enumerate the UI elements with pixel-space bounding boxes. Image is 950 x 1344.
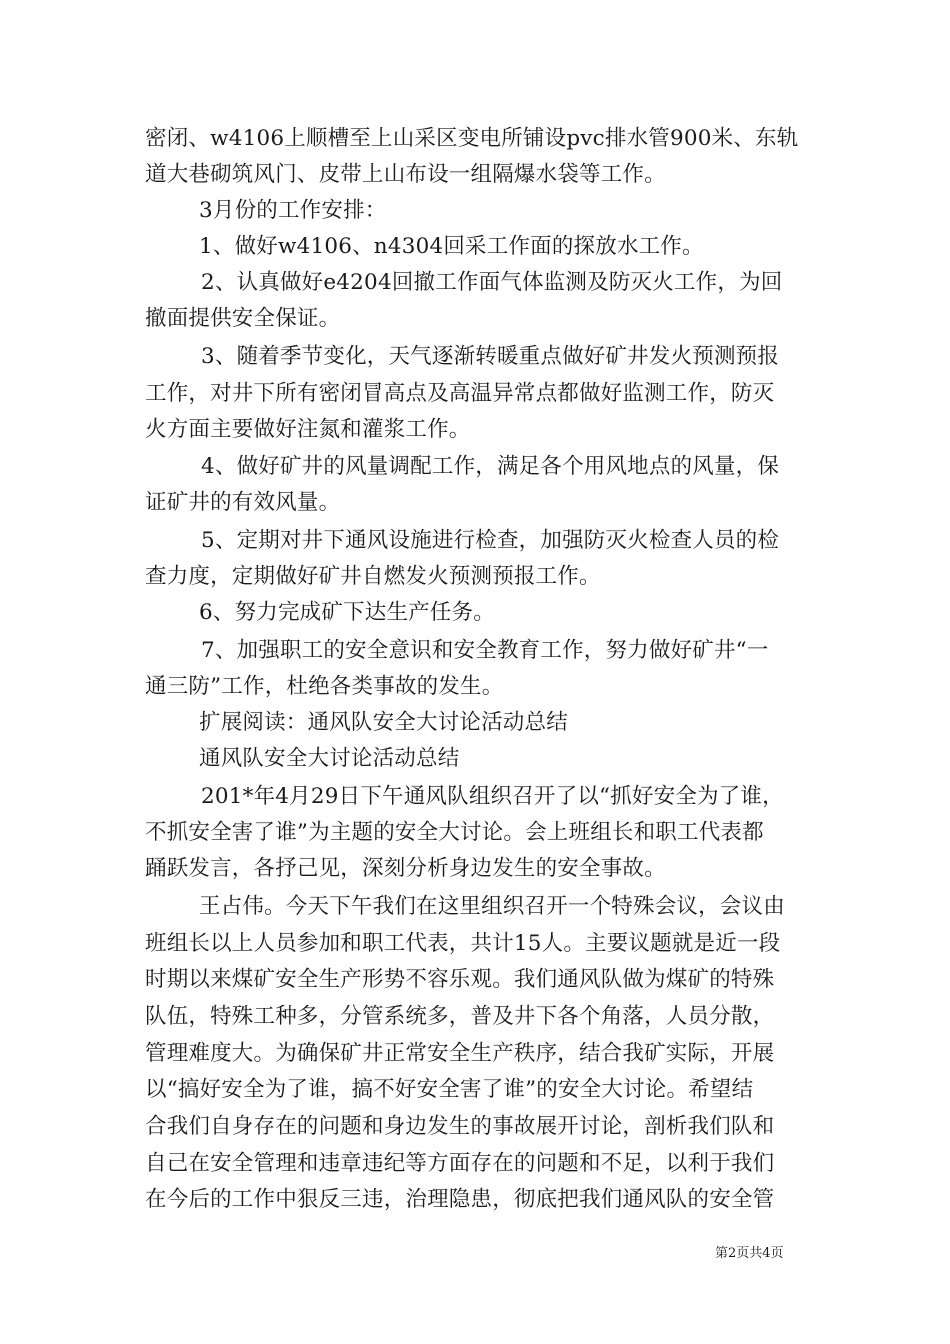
text-line: 查力度，定期做好矿井自燃发火预测预报工作。 xyxy=(145,564,601,589)
text-line: 王占伟。今天下午我们在这里组织召开一个特殊会议，会议由 xyxy=(199,894,785,919)
text-line: 队伍，特殊工种多，分管系统多，普及井下各个角落，人员分散， xyxy=(145,1004,775,1029)
text-line: 密闭、w4106上顺槽至上山采区变电所铺设pvc排水管900米、东轨 xyxy=(145,126,799,151)
text-line: 4、做好矿井的风量调配工作，满足各个用风地点的风量，保 xyxy=(201,454,780,479)
text-line: 通三防”工作，杜绝各类事故的发生。 xyxy=(145,674,504,699)
text-line: 6、努力完成矿下达生产任务。 xyxy=(199,600,495,625)
text-line: 踊跃发言，各抒己见，深刻分析身边发生的安全事故。 xyxy=(145,856,666,881)
text-line: 7、加强职工的安全意识和安全教育工作，努力做好矿井“一 xyxy=(201,638,769,663)
text-line: 以“搞好安全为了谁，搞不好安全害了谁”的安全大讨论。希望结 xyxy=(145,1077,754,1102)
text-line: 管理难度大。为确保矿井正常安全生产秩序，结合我矿实际，开展 xyxy=(145,1041,775,1066)
text-line: 证矿井的有效风量。 xyxy=(145,490,341,515)
text-line: 自己在安全管理和违章违纪等方面存在的问题和不足，以利于我们 xyxy=(145,1151,775,1176)
text-line: 201*年4月29日下午通风队组织召开了以“抓好安全为了谁， xyxy=(201,784,784,809)
text-line: 3月份的工作安排： xyxy=(199,198,387,223)
text-line: 5、定期对井下通风设施进行检查，加强防灭火检查人员的检 xyxy=(201,528,780,553)
text-line: 班组长以上人员参加和职工代表，共计15人。主要议题就是近一段 xyxy=(145,931,781,956)
text-line: 通风队安全大讨论活动总结 xyxy=(199,746,460,771)
text-line: 2、认真做好e4204回撤工作面气体监测及防灭火工作，为回 xyxy=(201,270,783,295)
text-line: 3、随着季节变化，天气逐渐转暖重点做好矿井发火预测预报 xyxy=(201,344,780,369)
text-line: 在今后的工作中狠反三违，治理隐患，彻底把我们通风队的安全管 xyxy=(145,1187,775,1212)
text-line: 扩展阅读：通风队安全大讨论活动总结 xyxy=(199,710,568,735)
text-line: 合我们自身存在的问题和身边发生的事故展开讨论，剖析我们队和 xyxy=(145,1114,775,1139)
text-line: 道大巷砌筑风门、皮带上山布设一组隔爆水袋等工作。 xyxy=(145,162,666,187)
page-number-footer: 第2页共4页 xyxy=(715,1246,784,1261)
text-line: 火方面主要做好注氮和灌浆工作。 xyxy=(145,417,471,442)
text-line: 工作，对井下所有密闭冒高点及高温异常点都做好监测工作，防灭 xyxy=(145,381,775,406)
text-line: 时期以来煤矿安全生产形势不容乐观。我们通风队做为煤矿的特殊 xyxy=(145,967,775,992)
text-line: 撤面提供安全保证。 xyxy=(145,306,341,331)
text-line: 不抓安全害了谁”为主题的安全大讨论。会上班组长和职工代表都 xyxy=(145,820,764,845)
text-line: 1、做好w4106、n4304回采工作面的探放水工作。 xyxy=(199,234,704,259)
